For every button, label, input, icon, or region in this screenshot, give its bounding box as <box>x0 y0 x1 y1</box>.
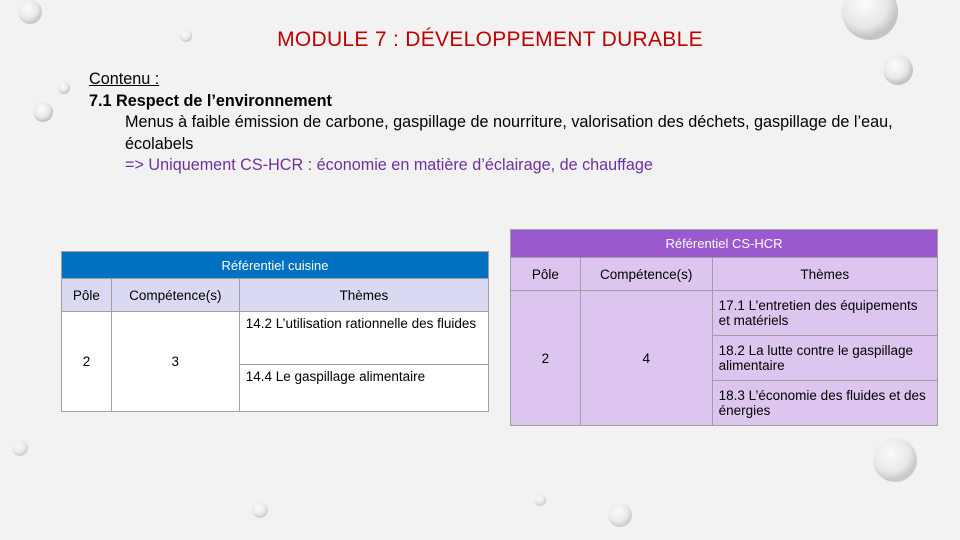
cs-hcr-note: => Uniquement CS-HCR : économie en matière d’éclairage, de chauffage <box>125 156 653 174</box>
page-title: MODULE 7 : DÉVELOPPEMENT DURABLE <box>277 28 703 51</box>
table-referentiel-cuisine <box>61 251 489 412</box>
column-header-pole: Pôle <box>62 279 112 312</box>
table-header: Référentiel cuisine <box>62 252 489 279</box>
competence-value: 4 <box>580 291 712 426</box>
theme-item: 14.4 Le gaspillage alimentaire <box>239 365 488 412</box>
content-heading: Contenu : <box>89 70 160 88</box>
column-header-themes: Thèmes <box>712 258 937 291</box>
pole-value: 2 <box>62 312 112 412</box>
content-block <box>89 69 935 177</box>
section-description: Menus à faible émission de carbone, gaspillage de nourriture, valorisation des déchets, gaspillage de l’eau, écolabels <box>125 113 893 153</box>
table-referentiel-cshcr <box>510 229 938 426</box>
column-header-competence: Compétence(s) <box>111 279 239 312</box>
theme-item: 14.2 L’utilisation rationnelle des fluides <box>239 312 488 365</box>
theme-item: 18.2 La lutte contre le gaspillage alimentaire <box>712 336 937 381</box>
column-header-themes: Thèmes <box>239 279 488 312</box>
competence-value: 3 <box>111 312 239 412</box>
theme-item: 18.3 L’économie des fluides et des énergies <box>712 381 937 426</box>
table-header: Référentiel CS-HCR <box>511 230 938 258</box>
column-header-competence: Compétence(s) <box>580 258 712 291</box>
section-title: 7.1 Respect de l’environnement <box>89 91 332 110</box>
theme-item: 17.1 L’entretien des équipements et matériels <box>712 291 937 336</box>
column-header-pole: Pôle <box>511 258 581 291</box>
pole-value: 2 <box>511 291 581 426</box>
